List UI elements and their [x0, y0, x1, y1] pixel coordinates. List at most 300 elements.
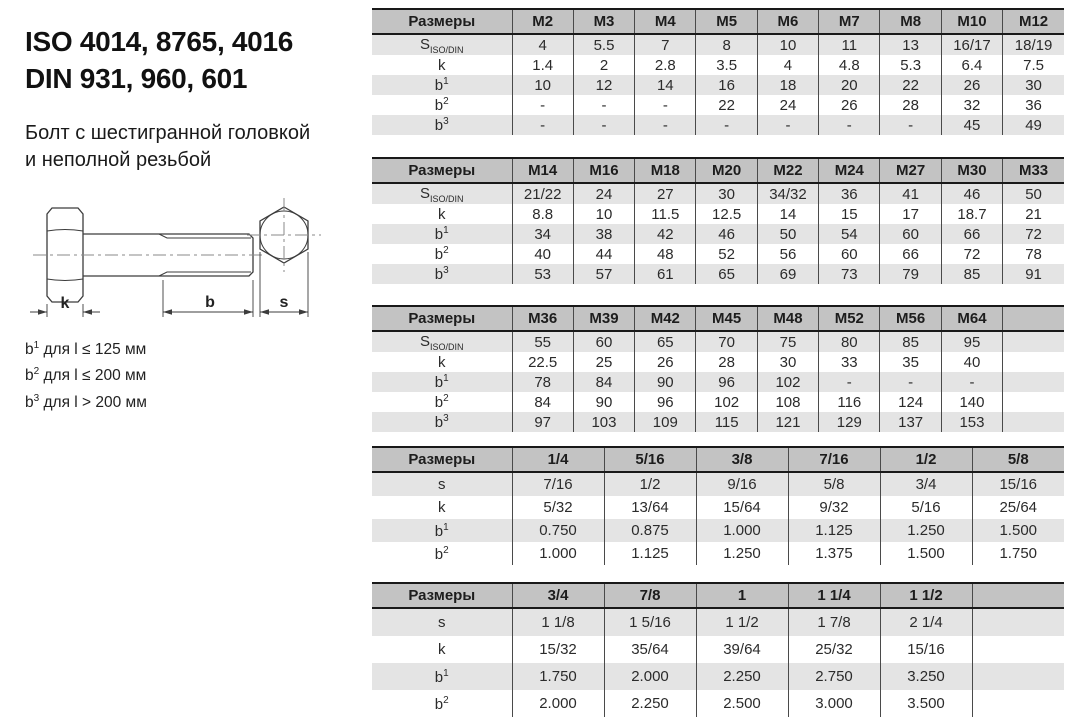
value-cell: 15/16 [880, 636, 972, 663]
value-cell: 84 [573, 372, 634, 392]
standard-title-iso: ISO 4014, 8765, 4016 [25, 26, 293, 57]
value-cell: - [819, 372, 880, 392]
column-header: 1/4 [512, 447, 604, 472]
row-label-base: b [434, 117, 444, 134]
column-header: M36 [512, 306, 573, 331]
value-cell: 69 [757, 264, 818, 284]
column-header: M27 [880, 158, 941, 183]
row-label-cell [372, 331, 512, 352]
value-cell: 2 1/4 [880, 608, 972, 636]
value-cell: 18 [757, 75, 818, 95]
value-cell: 90 [573, 392, 634, 412]
value-cell: 26 [941, 75, 1002, 95]
row-label-cell [372, 183, 512, 204]
value-cell: 57 [573, 264, 634, 284]
row-label-cell [372, 392, 512, 412]
table-row [372, 183, 1064, 204]
value-cell: 95 [941, 331, 1002, 352]
row-label-superscript: 3 [33, 392, 40, 404]
value-cell: 16/17 [941, 34, 1002, 55]
value-cell: 5/16 [880, 496, 972, 519]
value-cell-empty [1003, 372, 1064, 392]
value-cell: 0.750 [512, 519, 604, 542]
value-cell: 46 [696, 224, 757, 244]
value-cell: 26 [819, 95, 880, 115]
value-cell: 73 [819, 264, 880, 284]
s-arrow-right [299, 309, 308, 314]
row-label-base: b [434, 246, 444, 263]
value-cell: 27 [635, 183, 696, 204]
value-cell-empty [972, 663, 1064, 690]
header-label-cell: Размеры [372, 158, 512, 183]
table-row [372, 264, 1064, 284]
row-label-superscript: 1 [443, 667, 449, 679]
value-cell: 34/32 [757, 183, 818, 204]
bolt-head-facet-top [47, 229, 83, 231]
table-row [372, 34, 1064, 55]
value-cell: 24 [573, 183, 634, 204]
value-cell: 15 [819, 204, 880, 224]
row-label-base: b [434, 545, 444, 563]
value-cell: 9/32 [788, 496, 880, 519]
value-cell: 5.5 [573, 34, 634, 55]
value-cell: 41 [880, 183, 941, 204]
row-label-cell [372, 224, 512, 244]
value-cell: 96 [696, 372, 757, 392]
value-cell: 1.375 [788, 542, 880, 565]
value-cell: - [941, 372, 1002, 392]
value-cell: 5.3 [880, 55, 941, 75]
row-label-superscript: 1 [443, 225, 449, 236]
table-row [372, 244, 1064, 264]
product-description [25, 120, 372, 174]
column-header: M48 [757, 306, 818, 331]
column-header: 7/8 [604, 583, 696, 608]
value-cell: 65 [696, 264, 757, 284]
column-header: M30 [941, 158, 1002, 183]
value-cell: 10 [512, 75, 573, 95]
column-header: M4 [635, 9, 696, 34]
row-label-superscript: 3 [443, 265, 449, 276]
value-cell: 53 [512, 264, 573, 284]
column-header: M33 [1003, 158, 1064, 183]
value-cell: 10 [573, 204, 634, 224]
value-cell: - [819, 115, 880, 135]
note-text: для l ≤ 200 мм [39, 367, 147, 385]
value-cell: 46 [941, 183, 1002, 204]
spec-table-1 [372, 157, 1064, 284]
note-item [25, 390, 372, 417]
row-label-cell [372, 472, 512, 496]
row-label-cell [372, 412, 512, 432]
column-header: M22 [757, 158, 818, 183]
table-row [372, 392, 1064, 412]
value-cell: 2.8 [635, 55, 696, 75]
value-cell: 137 [880, 412, 941, 432]
header-label-cell: Размеры [372, 447, 512, 472]
spec-table-3 [372, 446, 1064, 565]
row-label-base: b [434, 77, 444, 94]
row-label-superscript: 1 [443, 521, 449, 533]
notes-list [25, 337, 372, 417]
value-cell: 22 [696, 95, 757, 115]
row-label-base: b [434, 97, 444, 114]
column-header: M5 [696, 9, 757, 34]
value-cell: 1.500 [972, 519, 1064, 542]
value-cell: 20 [819, 75, 880, 95]
row-label-cell [372, 352, 512, 372]
left-panel [0, 0, 372, 720]
value-cell: - [635, 95, 696, 115]
column-header: M64 [941, 306, 1002, 331]
value-cell: 16 [696, 75, 757, 95]
value-cell: 54 [819, 224, 880, 244]
value-cell: 30 [1003, 75, 1064, 95]
note-item [25, 337, 372, 364]
value-cell: 1.500 [880, 542, 972, 565]
value-cell: 3/4 [880, 472, 972, 496]
column-header: 5/16 [604, 447, 696, 472]
column-header: 5/8 [972, 447, 1064, 472]
table-row [372, 224, 1064, 244]
value-cell: - [880, 115, 941, 135]
value-cell: 48 [635, 244, 696, 264]
row-label-superscript: 1 [33, 339, 40, 351]
row-label-subscript: ISO/DIN [430, 341, 464, 352]
row-label-subscript: ISO/DIN [430, 44, 464, 55]
value-cell: 2.500 [696, 690, 788, 717]
value-cell: 78 [512, 372, 573, 392]
value-cell: 15/32 [512, 636, 604, 663]
value-cell: 153 [941, 412, 1002, 432]
header-row [372, 447, 1064, 472]
value-cell: 32 [941, 95, 1002, 115]
value-cell: 5/8 [788, 472, 880, 496]
value-cell: 2.750 [788, 663, 880, 690]
spec-table-0 [372, 8, 1064, 135]
table-row [372, 542, 1064, 565]
bolt-head-facet-bottom [47, 279, 83, 281]
value-cell: 40 [941, 352, 1002, 372]
value-cell: 109 [635, 412, 696, 432]
value-cell: 28 [696, 352, 757, 372]
value-cell: 121 [757, 412, 818, 432]
value-cell: 4 [757, 55, 818, 75]
value-cell: 36 [1003, 95, 1064, 115]
value-cell: 36 [819, 183, 880, 204]
value-cell: 1 5/16 [604, 608, 696, 636]
value-cell-empty [1003, 392, 1064, 412]
note-item [25, 363, 372, 390]
table-row [372, 519, 1064, 542]
value-cell: 1.750 [972, 542, 1064, 565]
value-cell: 84 [512, 392, 573, 412]
column-header: M45 [696, 306, 757, 331]
value-cell: 102 [757, 372, 818, 392]
row-label-cell [372, 55, 512, 75]
value-cell: 124 [880, 392, 941, 412]
row-label-cell [372, 636, 512, 663]
value-cell: 56 [757, 244, 818, 264]
value-cell: 9/16 [696, 472, 788, 496]
note-text: для l > 200 мм [39, 394, 147, 412]
value-cell: 18/19 [1003, 34, 1064, 55]
value-cell: 10 [757, 34, 818, 55]
column-header: M16 [573, 158, 634, 183]
value-cell: 115 [696, 412, 757, 432]
s-arrow-left [260, 309, 269, 314]
value-cell: 1 7/8 [788, 608, 880, 636]
value-cell: 14 [757, 204, 818, 224]
header-row [372, 158, 1064, 183]
table-row [372, 496, 1064, 519]
table-row [372, 608, 1064, 636]
value-cell: 33 [819, 352, 880, 372]
value-cell: 78 [1003, 244, 1064, 264]
value-cell: 3.000 [788, 690, 880, 717]
value-cell: - [512, 95, 573, 115]
table-row [372, 331, 1064, 352]
value-cell: 103 [573, 412, 634, 432]
value-cell: 60 [573, 331, 634, 352]
row-label-cell [372, 690, 512, 717]
value-cell-empty [972, 690, 1064, 717]
value-cell: 30 [696, 183, 757, 204]
header-label-cell: Размеры [372, 583, 512, 608]
value-cell: 49 [1003, 115, 1064, 135]
value-cell: 18.7 [941, 204, 1002, 224]
row-label-base: b [25, 394, 34, 412]
value-cell: 140 [941, 392, 1002, 412]
product-description-line2: и неполной резьбой [25, 148, 212, 171]
value-cell: 2.000 [512, 690, 604, 717]
b-arrow-right [244, 309, 253, 314]
row-label-base: b [434, 522, 444, 540]
row-label-superscript: 2 [33, 366, 40, 378]
value-cell: 11 [819, 34, 880, 55]
column-header: 1 1/4 [788, 583, 880, 608]
column-header: M7 [819, 9, 880, 34]
value-cell: 35/64 [604, 636, 696, 663]
value-cell: - [757, 115, 818, 135]
table-row [372, 95, 1064, 115]
row-label-cell [372, 542, 512, 565]
column-header: 3/8 [696, 447, 788, 472]
column-header: M20 [696, 158, 757, 183]
value-cell: 85 [941, 264, 1002, 284]
value-cell: 2.250 [696, 663, 788, 690]
value-cell-empty [1003, 352, 1064, 372]
column-header: M18 [635, 158, 696, 183]
b-dim-label: b [205, 293, 215, 311]
value-cell: 8 [696, 34, 757, 55]
table-row [372, 472, 1064, 496]
row-label-superscript: 3 [443, 413, 449, 424]
table-row [372, 55, 1064, 75]
value-cell: 21 [1003, 204, 1064, 224]
value-cell: 66 [880, 244, 941, 264]
column-header-empty [972, 583, 1064, 608]
value-cell: 1.125 [604, 542, 696, 565]
row-label-cell [372, 496, 512, 519]
row-label-cell [372, 372, 512, 392]
column-header: M10 [941, 9, 1002, 34]
column-header: M6 [757, 9, 818, 34]
value-cell: 12 [573, 75, 634, 95]
value-cell: 1 1/2 [696, 608, 788, 636]
row-label-superscript: 1 [443, 373, 449, 384]
table-row [372, 636, 1064, 663]
value-cell: 91 [1003, 264, 1064, 284]
value-cell: 25 [573, 352, 634, 372]
column-header: M52 [819, 306, 880, 331]
column-header: 1 [696, 583, 788, 608]
value-cell: 8.8 [512, 204, 573, 224]
value-cell: - [573, 115, 634, 135]
row-label-base: k [438, 205, 446, 223]
value-cell: 14 [635, 75, 696, 95]
column-header: 1/2 [880, 447, 972, 472]
value-cell: 55 [512, 331, 573, 352]
row-label-superscript: 2 [443, 544, 449, 556]
column-header: 7/16 [788, 447, 880, 472]
row-label-base: S [419, 332, 430, 350]
value-cell: - [512, 115, 573, 135]
value-cell: 15/16 [972, 472, 1064, 496]
value-cell-empty [1003, 331, 1064, 352]
header-row [372, 583, 1064, 608]
bolt-drawing [25, 190, 372, 325]
value-cell: 3.5 [696, 55, 757, 75]
value-cell: 3.500 [880, 690, 972, 717]
value-cell: 70 [696, 331, 757, 352]
value-cell: 2.250 [604, 690, 696, 717]
value-cell: 80 [819, 331, 880, 352]
value-cell: 72 [941, 244, 1002, 264]
column-header: M39 [573, 306, 634, 331]
value-cell: 13 [880, 34, 941, 55]
product-description-line1: Болт с шестигранной головкой [25, 121, 311, 144]
k-arrow-left [38, 309, 47, 314]
table-row [372, 663, 1064, 690]
row-label-base: b [434, 695, 444, 713]
value-cell: 129 [819, 412, 880, 432]
value-cell: 12.5 [696, 204, 757, 224]
row-label-base: k [438, 641, 446, 658]
value-cell: 65 [635, 331, 696, 352]
s-dim-label: s [279, 293, 289, 311]
value-cell: 50 [1003, 183, 1064, 204]
row-label-cell [372, 115, 512, 135]
value-cell: - [880, 372, 941, 392]
row-label-base: k [438, 499, 446, 516]
row-label-base: k [438, 353, 446, 371]
table-row [372, 372, 1064, 392]
value-cell: 79 [880, 264, 941, 284]
value-cell: 7/16 [512, 472, 604, 496]
value-cell: 1.250 [696, 542, 788, 565]
row-label-superscript: 1 [443, 76, 449, 87]
value-cell: 90 [635, 372, 696, 392]
row-label-cell [372, 204, 512, 224]
value-cell: 116 [819, 392, 880, 412]
value-cell: 60 [880, 224, 941, 244]
row-label-base: b [434, 226, 444, 243]
row-label-cell [372, 244, 512, 264]
row-label-base: b [434, 668, 444, 686]
value-cell: 30 [757, 352, 818, 372]
value-cell: 7.5 [1003, 55, 1064, 75]
table-row [372, 75, 1064, 95]
value-cell: 7 [635, 34, 696, 55]
row-label-base: S [419, 184, 430, 202]
row-label-cell [372, 608, 512, 636]
row-label-base: S [419, 35, 430, 53]
value-cell: - [635, 115, 696, 135]
value-cell: 61 [635, 264, 696, 284]
value-cell-empty [972, 608, 1064, 636]
value-cell: 35 [880, 352, 941, 372]
value-cell: 1.750 [512, 663, 604, 690]
column-header: M56 [880, 306, 941, 331]
value-cell: 2.000 [604, 663, 696, 690]
value-cell: 72 [1003, 224, 1064, 244]
spec-table-2 [372, 305, 1064, 432]
table-row [372, 115, 1064, 135]
value-cell: 50 [757, 224, 818, 244]
column-header: M24 [819, 158, 880, 183]
value-cell: 0.875 [604, 519, 696, 542]
value-cell: 102 [696, 392, 757, 412]
value-cell: 22.5 [512, 352, 573, 372]
value-cell: 1.4 [512, 55, 573, 75]
value-cell-empty [1003, 412, 1064, 432]
value-cell: 60 [819, 244, 880, 264]
column-header: 1 1/2 [880, 583, 972, 608]
value-cell: 2 [573, 55, 634, 75]
row-label-cell [372, 95, 512, 115]
row-label-superscript: 2 [443, 96, 449, 107]
column-header: M14 [512, 158, 573, 183]
row-label-base: b [434, 374, 444, 391]
standard-title-din: DIN 931, 960, 601 [25, 62, 248, 94]
value-cell: 66 [941, 224, 1002, 244]
row-label-base: k [438, 56, 446, 74]
column-header-empty [1003, 306, 1064, 331]
value-cell: 15/64 [696, 496, 788, 519]
bolt-technical-drawing-svg [25, 190, 355, 320]
row-label-base: b [434, 266, 444, 283]
value-cell: 39/64 [696, 636, 788, 663]
row-label-cell [372, 34, 512, 55]
row-label-superscript: 2 [443, 393, 449, 404]
header-row [372, 9, 1064, 34]
spec-table-4 [372, 582, 1064, 717]
tables-container [372, 0, 1067, 720]
column-header: M42 [635, 306, 696, 331]
header-label-cell: Размеры [372, 9, 512, 34]
row-label-superscript: 2 [443, 245, 449, 256]
value-cell: 75 [757, 331, 818, 352]
value-cell: 96 [635, 392, 696, 412]
column-header: M2 [512, 9, 573, 34]
value-cell: - [696, 115, 757, 135]
table-row [372, 412, 1064, 432]
value-cell: 4.8 [819, 55, 880, 75]
row-label-cell [372, 264, 512, 284]
row-label-base: s [438, 476, 446, 493]
value-cell: 38 [573, 224, 634, 244]
